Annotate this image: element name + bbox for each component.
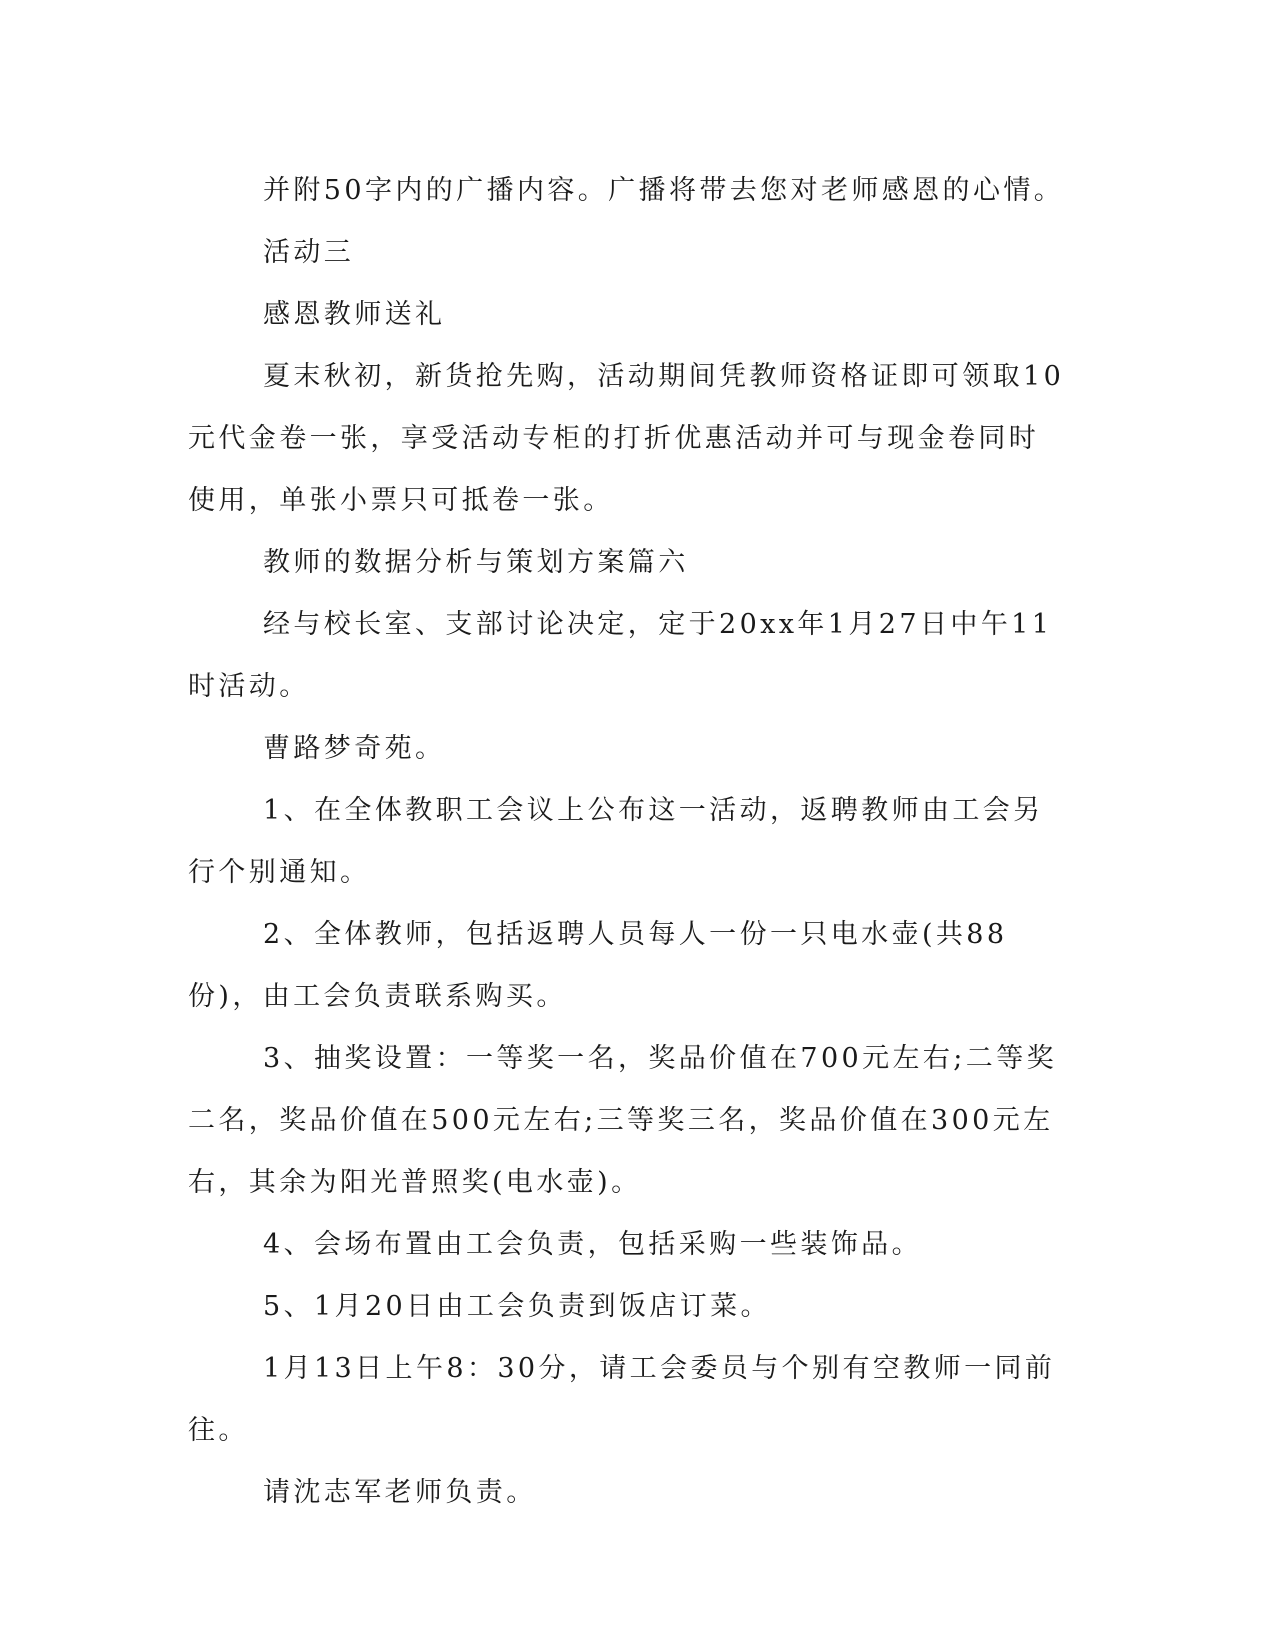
paragraph-gift-title: 感恩教师送礼 bbox=[263, 299, 446, 330]
paragraph-broadcast-content: 并附50字内的广播内容。广播将带去您对老师感恩的心情。 bbox=[263, 175, 1065, 206]
list-item-3: 3、抽奖设置：一等奖一名，奖品价值在700元左右;二等奖二名，奖品价值在500元左右;三等奖三名，奖品价值在300元左右，其余为阳光普照奖(电水壶)。 bbox=[188, 1043, 1058, 1198]
list-item-5: 5、1月20日由工会负责到饭店订菜。 bbox=[263, 1291, 771, 1322]
list-item-2: 2、全体教师，包括返聘人员每人一份一只电水壶(共88份)，由工会负责联系购买。 bbox=[188, 919, 1008, 1012]
paragraph-responsible-person: 请沈志军老师负责。 bbox=[263, 1477, 537, 1508]
section-heading-part-six: 教师的数据分析与策划方案篇六 bbox=[263, 547, 689, 578]
paragraph-activity-three: 活动三 bbox=[263, 237, 355, 268]
paragraph-venue: 曹路梦奇苑。 bbox=[263, 733, 446, 764]
paragraph-decision-date: 经与校长室、支部讨论决定，定于20xx年1月27日中午11时活动。 bbox=[188, 609, 1053, 702]
paragraph-voucher-offer: 夏末秋初，新货抢先购，活动期间凭教师资格证即可领取10元代金卷一张，享受活动专柜的打折优惠活动并可与现金卷同时使用，单张小票只可抵卷一张。 bbox=[188, 361, 1065, 516]
paragraph-meeting-time: 1月13日上午8：30分，请工会委员与个别有空教师一同前往。 bbox=[188, 1353, 1056, 1446]
list-item-4: 4、会场布置由工会负责，包括采购一些装饰品。 bbox=[263, 1229, 922, 1260]
document-body bbox=[188, 160, 1068, 1524]
list-item-1: 1、在全体教职工会议上公布这一活动，返聘教师由工会另行个别通知。 bbox=[188, 795, 1044, 888]
